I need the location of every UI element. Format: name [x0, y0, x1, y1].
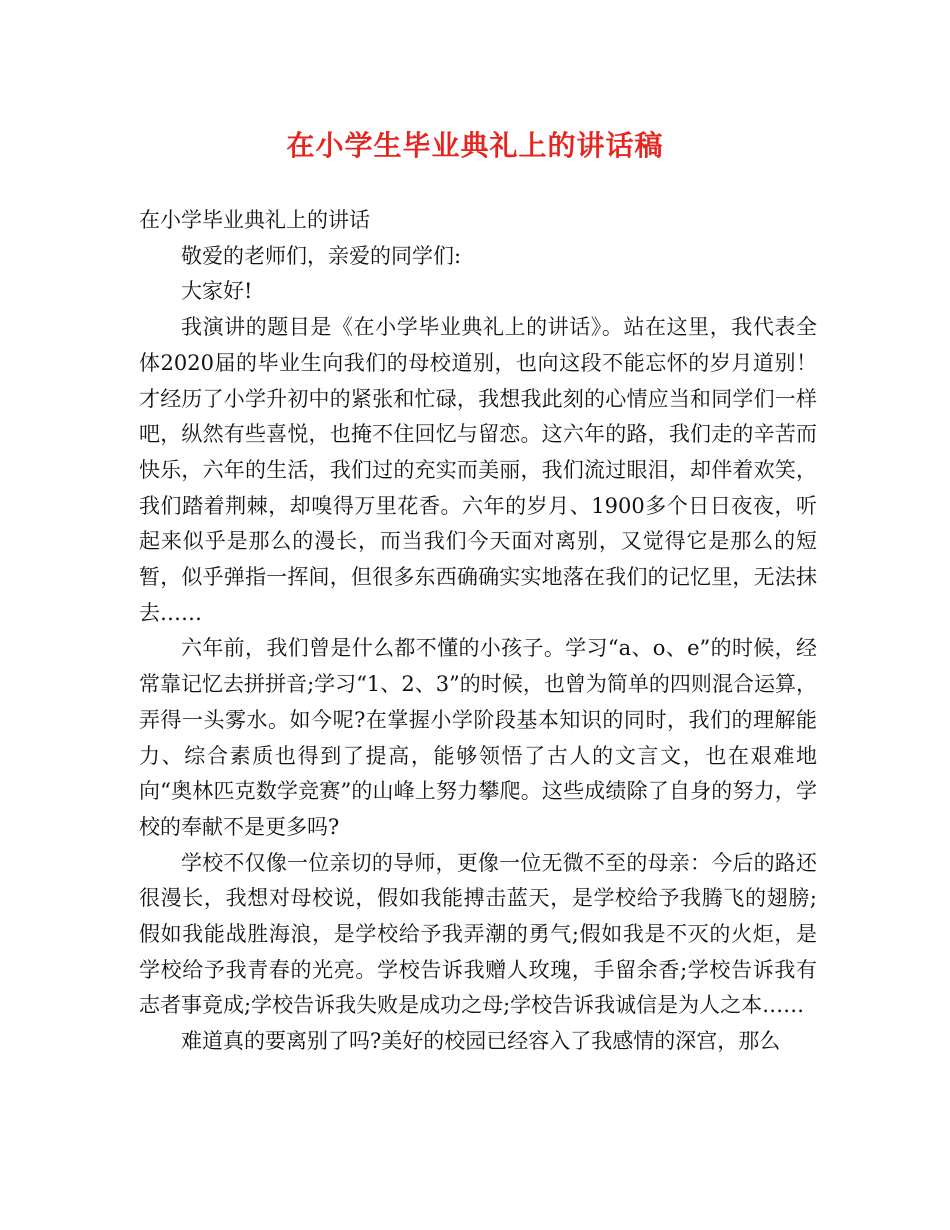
paragraph-1: 我演讲的题目是《在小学毕业典礼上的讲话》。站在这里，我代表全体2020届的毕业生向我们的母校道别，也向这段不能忘怀的岁月道别！才经历了小学升初中的紧张和忙碌，我想我此刻的心情应当和同学们一样吧，纵然有些喜悦，也掩不住回忆与留恋。这六年的路，我们走的辛苦而快乐，六年的生活，我们过的充实而美丽，我们流过眼泪，却伴着欢笑，我们踏着荆棘，却嗅得万里花香。六年的岁月、1900多个日日夜夜，听起来似乎是那么的漫长，而当我们今天面对离别，又觉得它是那么的短暂，似乎弹指一挥间，但很多东西确确实实地落在我们的记忆里，无法抹去…… — [139, 315, 817, 625]
paragraph-greeting: 大家好! — [181, 279, 253, 304]
paragraph-2: 六年前，我们曾是什么都不懂的小孩子。学习“a、o、e”的时候，经常靠记忆去拼拼音;学习“1、2、3”的时候，也曾为简单的四则混合运算，弄得一头雾水。如今呢?在掌握小学阶段基本知识的同时，我们的理解能力、综合素质也得到了提高，能够领悟了古人的文言文，也在艰难地向“奥林匹克数学竞赛”的山峰上努力攀爬。这些成绩除了自身的努力，学校的奉献不是更多吗? — [139, 636, 817, 839]
document-subtitle: 在小学毕业典礼上的讲话 — [139, 208, 370, 232]
paragraph-salutation: 敬爱的老师们，亲爱的同学们: — [181, 243, 462, 268]
document-body — [139, 203, 817, 1060]
paragraph-3: 学校不仅像一位亲切的导师，更像一位无微不至的母亲：今后的路还很漫长，我想对母校说，假如我能搏击蓝天，是学校给予我腾飞的翅膀;假如我能战胜海浪，是学校给予我弄潮的勇气;假如我是不灭的火炬，是学校给予我青春的光亮。学校告诉我赠人玫瑰，手留余香;学校告诉我有志者事竟成;学校告诉我失败是成功之母;学校告诉我诚信是为人之本…… — [139, 850, 817, 1018]
paragraph-4: 难道真的要离别了吗?美好的校园已经容入了我感情的深宫，那么 — [181, 1029, 781, 1054]
page-title: 在小学生毕业典礼上的讲话稿 — [286, 129, 664, 162]
